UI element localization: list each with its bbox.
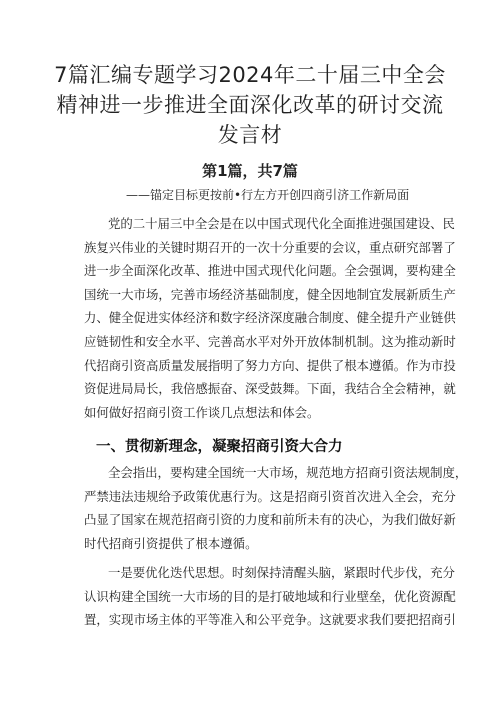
text-line: 全会指出，要构建全国统一大市场，规范地方招商引资法规制度， bbox=[108, 465, 468, 480]
text-line: 如何做好招商引资工作谈几点想法和体会。 bbox=[84, 404, 320, 420]
text-line: 时代招商引资提供了根本遵循。 bbox=[84, 535, 258, 551]
text-line: 力、健全促进实体经济和数字经济深度融合制度、健全提升产业链供 bbox=[84, 310, 456, 326]
title-line-3: 发言材 bbox=[217, 123, 283, 147]
text-line: 族复兴伟业的关键时期召开的一次十分重要的会议，重点研究部署了 bbox=[84, 239, 456, 255]
text-line: 一是要优化迭代思想。时刻保持清醒头脑，紧跟时代步伐，充分 bbox=[108, 565, 455, 580]
text-line: 应链韧性和安全水平、完善高水平对外开放体制机制。这为推动新时 bbox=[84, 333, 456, 349]
text-line: 代招商引资高质量发展指明了努力方向、提供了根本遵循。作为市投 bbox=[84, 357, 456, 373]
text-line: 党的二十届三中全会是在以中国式现代化全面推进强国建设、民 bbox=[108, 216, 455, 231]
title-line-1: 7篇汇编专题学习2024年二十届三中全会 bbox=[54, 63, 446, 87]
paragraph-point-1 bbox=[84, 561, 456, 632]
section-heading-1: 一、贯彻新理念，凝聚招商引资大合力 bbox=[96, 439, 343, 455]
text-line: 认识构建全国统一大市场的目的是打破地域和行业壁垒，优化资源配 bbox=[84, 588, 456, 604]
title-line-2: 精神进一步推进全面深化改革的研讨交流 bbox=[56, 93, 444, 117]
paragraph-intro bbox=[84, 212, 456, 424]
part-subtitle-text: 第1篇，共7篇 bbox=[202, 162, 298, 180]
text-line: 进一步全面深化改革、推进中国式现代化问题。全会强调，要构建全 bbox=[84, 263, 456, 279]
text-line: 置，实现市场主体的平等准入和公平竞争。这就要求我们要把招商引 bbox=[84, 612, 456, 628]
text-line: 凸显了国家在规范招商引资的力度和前所未有的决心，为我们做好新 bbox=[84, 512, 456, 528]
part-subtitle bbox=[0, 160, 500, 181]
paragraph-section-1 bbox=[84, 461, 468, 555]
text-line: 严禁违法违规给予政策优惠行为。这是招商引资首次进入全会，充分 bbox=[84, 488, 456, 504]
text-line: 国统一大市场，完善市场经济基础制度，健全因地制宜发展新质生产 bbox=[84, 286, 456, 302]
article-motto: ——锚定目标更按前•行左方开创四商引济工作新局面 bbox=[126, 188, 410, 202]
document-title bbox=[40, 60, 460, 150]
text-line: 资促进局局长，我倍感振奋、深受鼓舞。下面，我结合全会精神，就 bbox=[84, 381, 456, 397]
